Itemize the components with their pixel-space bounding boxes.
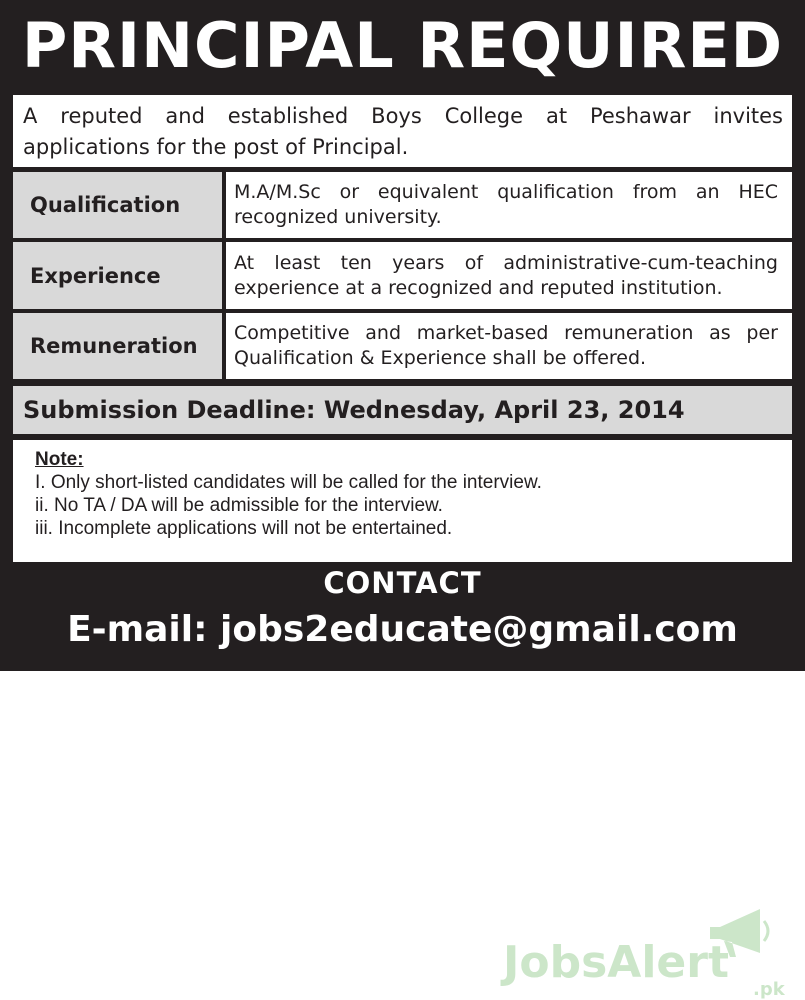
requirement-row: [13, 172, 792, 238]
jobsalert-watermark-logo: [498, 895, 798, 1000]
requirement-value: At least ten years of administrative-cum-teaching experience at a recognized and reputed institution.: [226, 242, 792, 309]
ad-title: PRINCIPAL REQUIRED: [21, 9, 784, 82]
requirement-label: Qualification: [13, 172, 222, 238]
watermark-text: JobsAlert: [503, 937, 729, 988]
requirement-value: M.A/M.Sc or equivalent qualification from an HEC recognized university.: [226, 172, 792, 238]
requirement-row: [13, 313, 792, 379]
requirement-label: Remuneration: [13, 313, 222, 379]
requirement-label: Experience: [13, 242, 222, 309]
notes-heading: Note:: [35, 449, 84, 470]
requirement-value: Competitive and market-based remuneration as per Qualification & Experience shall be offered.: [226, 313, 792, 379]
requirements-table: [13, 168, 792, 383]
note-item: iii. Incomplete applications will not be entertained.: [35, 518, 453, 539]
contact-email: E-mail: jobs2educate@gmail.com: [67, 609, 738, 650]
note-item: I. Only short-listed candidates will be called for the interview.: [35, 472, 542, 493]
contact-heading: CONTACT: [323, 566, 482, 600]
requirement-row: [13, 242, 792, 309]
watermark-suffix: .pk: [753, 979, 785, 1000]
note-item: ii. No TA / DA will be admissible for the interview.: [35, 495, 443, 516]
intro-paragraph: A reputed and established Boys College at Peshawar invites applications for the post of Principal.: [13, 95, 792, 167]
submission-deadline: Submission Deadline: Wednesday, April 23, 2014: [13, 386, 792, 434]
